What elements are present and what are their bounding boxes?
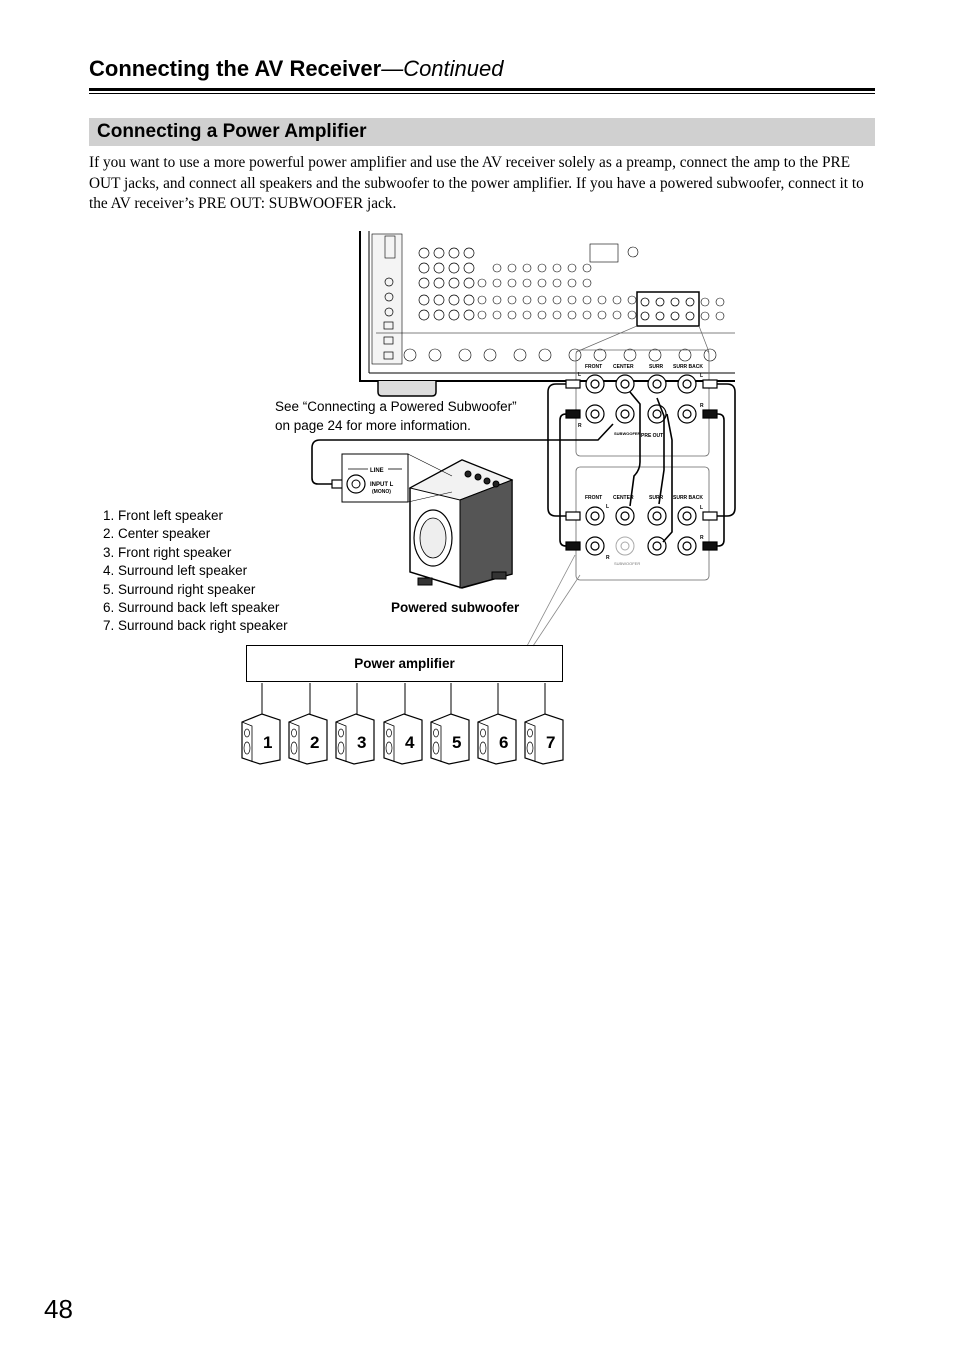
header-continued: —Continued [381,56,504,81]
speaker-wires [262,683,545,715]
note-line-1: See “Connecting a Powered Subwoofer” [275,399,517,414]
receiver-rear-panel [360,231,735,396]
speaker-legend [103,507,288,636]
amp-r-label: R [606,555,610,561]
receiver-preout-panel [576,326,709,456]
speaker-number: 4 [405,733,415,752]
legend-item: 3. Front right speaker [103,544,232,560]
speaker-1 [242,714,280,764]
powered-subwoofer-illustration [342,454,512,588]
amp-surr-label: SURR [649,495,664,501]
recv-preout-label: PRE OUT [641,433,664,439]
recv-surr-label: SURR [649,364,664,370]
speaker-7 [525,714,563,764]
recv-r2-label: R [700,403,704,409]
section-title: Connecting a Power Amplifier [97,121,367,142]
speaker-number: 7 [546,733,556,752]
speaker-number: 2 [310,733,320,752]
subwoofer-caption: Powered subwoofer [391,600,520,615]
amp-l2-label: L [700,505,704,511]
power-amplifier-label: Power amplifier [354,656,455,671]
speaker-4 [384,714,422,764]
legend-item: 4. Surround left speaker [103,563,248,579]
note-line-2: on page 24 for more information. [275,418,471,433]
sub-line-label: LINE [370,468,384,474]
recv-l-label: L [578,372,582,378]
recv-surrback-label: SURR BACK [673,364,703,370]
speaker-number: 6 [499,733,509,752]
power-amplifier-box [246,645,563,682]
sub-mono-label: (MONO) [372,489,391,495]
amp-front-label: FRONT [585,495,603,501]
speaker-2 [289,714,327,764]
recv-center-label: CENTER [613,364,634,370]
page-number: 48 [44,1294,73,1324]
speaker-5 [431,714,469,764]
speakers [242,714,563,764]
sub-input-label: INPUT L [370,482,394,488]
amp-subwoofer-label: SUBWOOFER [614,561,641,566]
amp-l-label: L [606,504,610,510]
speaker-6 [478,714,516,764]
body-paragraph: If you want to use a more powerful power amplifier and use the AV receiver solely as a preamp, connect the amp to the PRE OUT jacks, and connect all speakers and the subwoofer to the power amplifier. If you have a powered subwoofer, connect it to the AV receiver’s PRE OUT: SUBWOOFER jack. [89,154,864,212]
recv-subwoofer-label: SUBWOOFER [614,431,641,436]
legend-item: 7. Surround back right speaker [103,618,288,634]
speaker-number: 3 [357,733,367,752]
speaker-number: 1 [263,733,273,752]
header-title-text: Connecting the AV Receiver [89,56,382,81]
legend-item: 5. Surround right speaker [103,581,256,597]
recv-front-label: FRONT [585,364,603,370]
amp-center-label: CENTER [613,495,634,501]
leader-line [527,555,575,646]
amplifier-input-panel [576,467,709,580]
recv-r-label: R [578,423,582,429]
amp-r2-label: R [700,535,704,541]
speaker-number: 5 [452,733,462,752]
amp-surrback-label: SURR BACK [673,495,703,501]
legend-item: 6. Surround back left speaker [103,600,280,616]
legend-item: 2. Center speaker [103,526,211,542]
recv-l2-label: L [700,373,704,379]
speaker-3 [336,714,374,764]
leader-line [533,575,580,646]
legend-item: 1. Front left speaker [103,508,224,523]
subwoofer-note [275,397,517,435]
